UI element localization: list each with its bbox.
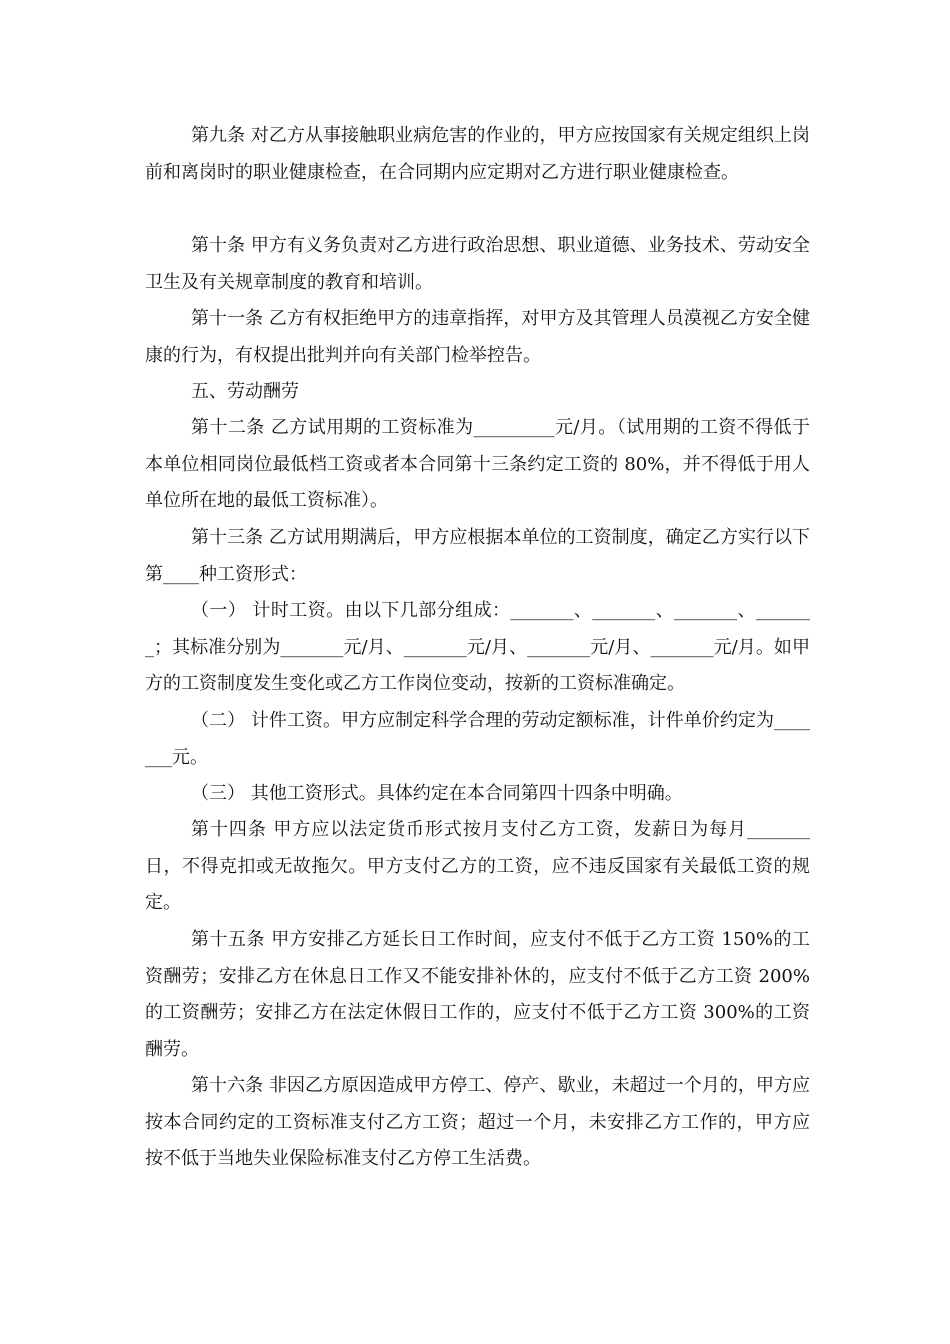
article-15-paragraph: 第十五条 甲方安排乙方延长日工作时间，应支付不低于乙方工资 150%的工资酬劳；安排乙方在休息日工作又不能安排补休的，应支付不低于乙方工资 200%的工资酬劳；安排乙方在法定休假日工作的，应支付不低于乙方工资 300%的工资酬劳。 bbox=[145, 929, 810, 1060]
section-5-heading: 五、劳动酬劳 bbox=[191, 381, 299, 402]
article-11-paragraph: 第十一条 乙方有权拒绝甲方的违章指挥，对甲方及其管理人员漠视乙方安全健康的行为，有权提出批判并向有关部门检举控告。 bbox=[145, 308, 810, 366]
article-13-item-3: （三） 其他工资形式。具体约定在本合同第四十四条中明确。 bbox=[191, 783, 683, 804]
article-14-paragraph: 第十四条 甲方应以法定货币形式按月支付乙方工资，发薪日为每月_______日，不得克扣或无故拖欠。甲方支付乙方的工资，应不违反国家有关最低工资的规定。 bbox=[145, 819, 810, 913]
article-10-paragraph: 第十条 甲方有义务负责对乙方进行政治思想、职业道德、业务技术、劳动安全卫生及有关规章制度的教育和培训。 bbox=[145, 235, 810, 293]
article-12-paragraph: 第十二条 乙方试用期的工资标准为_________元/月。（试用期的工资不得低于本单位相同岗位最低档工资或者本合同第十三条约定工资的 80%，并不得低于用人单位所在地的最低工资标准）。 bbox=[145, 417, 810, 511]
article-13-paragraph: 第十三条 乙方试用期满后，甲方应根据本单位的工资制度，确定乙方实行以下第____种工资形式： bbox=[145, 527, 810, 585]
article-13-item-2: （二） 计件工资。甲方应制定科学合理的劳动定额标准，计件单价约定为_______元。 bbox=[145, 710, 810, 768]
article-16-paragraph: 第十六条 非因乙方原因造成甲方停工、停产、歇业，未超过一个月的，甲方应按本合同约定的工资标准支付乙方工资；超过一个月，未安排乙方工作的，甲方应按不低于当地失业保险标准支付乙方停工生活费。 bbox=[145, 1075, 810, 1169]
article-13-item-1: （一） 计时工资。由以下几部分组成：_______、_______、_______、_______；其标准分别为_______元/月、_______元/月、_______元/月、_______元/月。如甲方的工资制度发生变化或乙方工作岗位变动，按新的工资标准确定。 bbox=[145, 600, 810, 694]
article-9-paragraph: 第九条 对乙方从事接触职业病危害的作业的，甲方应按国家有关规定组织上岗前和离岗时的职业健康检查，在合同期内应定期对乙方进行职业健康检查。 bbox=[145, 125, 810, 183]
